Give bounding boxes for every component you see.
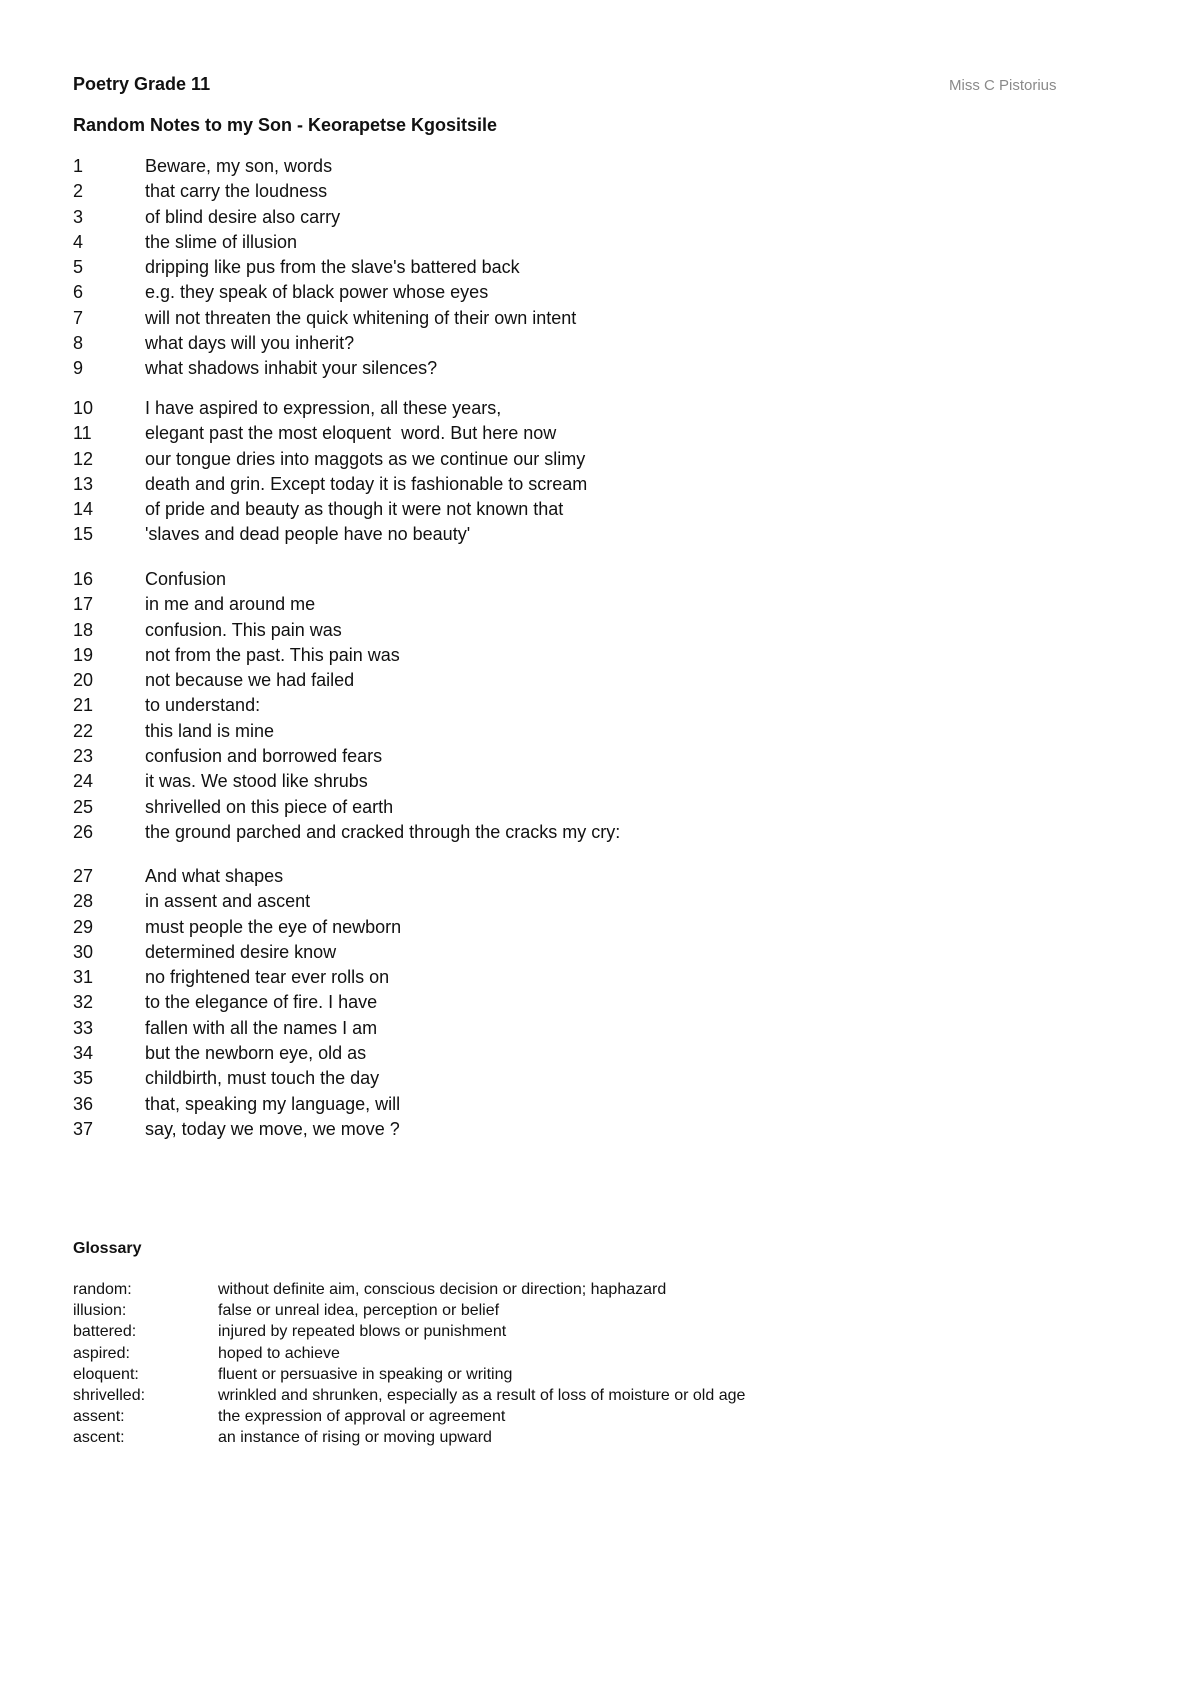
poem-line [73, 331, 576, 356]
line-text: determined desire know [145, 941, 337, 962]
line-number: 9 [73, 358, 84, 379]
line-text: fallen with all the names I am [145, 1017, 378, 1038]
line-number: 27 [73, 866, 94, 886]
line-text: this land is mine [145, 720, 275, 741]
line-number: 33 [73, 1017, 94, 1038]
glossary-term: ascent: [73, 1429, 125, 1447]
poem-line [73, 1041, 401, 1066]
glossary-term: battered: [73, 1323, 137, 1341]
line-text: And what shapes [145, 866, 284, 886]
line-text: no frightened tear ever rolls on [145, 967, 390, 988]
poem-line [73, 965, 401, 990]
poem-line [73, 719, 620, 744]
line-number: 31 [73, 967, 94, 988]
line-number: 11 [73, 423, 92, 444]
poem-line [73, 1092, 401, 1117]
line-text: to understand: [145, 695, 261, 716]
line-text: Beware, my son, words [145, 156, 333, 176]
glossary-term: assent: [73, 1408, 125, 1426]
line-number: 5 [73, 257, 84, 278]
glossary-definition: false or unreal idea, perception or belief [218, 1302, 500, 1320]
poem-line [73, 795, 620, 820]
poem-line [73, 447, 587, 472]
glossary-term: aspired: [73, 1344, 130, 1362]
poem-line [73, 255, 576, 280]
poem-line [73, 1016, 401, 1041]
poem-stanza-3 [73, 567, 620, 845]
line-number: 29 [73, 916, 94, 937]
poem-line [73, 769, 620, 794]
line-text: 'slaves and dead people have no beauty' [145, 524, 471, 545]
line-number: 26 [73, 821, 94, 842]
line-number: 37 [73, 1118, 94, 1139]
line-text: childbirth, must touch the day [145, 1068, 380, 1089]
line-text: I have aspired to expression, all these years, [145, 398, 502, 418]
glossary-entry [73, 1300, 745, 1321]
poem-line [73, 472, 587, 497]
line-text: of blind desire also carry [145, 206, 341, 227]
glossary-definition: fluent or persuasive in speaking or writing [218, 1365, 513, 1383]
glossary-entry [73, 1343, 745, 1364]
line-number: 15 [73, 524, 94, 545]
line-text: death and grin. Except today it is fashionable to scream [145, 473, 588, 494]
glossary-definition: the expression of approval or agreement [218, 1408, 506, 1426]
line-number: 34 [73, 1043, 94, 1064]
line-text: what days will you inherit? [145, 333, 355, 354]
poem-line [73, 280, 576, 305]
line-number: 25 [73, 796, 94, 817]
line-text: must people the eye of newborn [145, 916, 402, 937]
line-number: 13 [73, 473, 94, 494]
glossary-entry [73, 1385, 745, 1406]
line-text: our tongue dries into maggots as we continue our slimy [145, 448, 586, 469]
poem-line [73, 820, 620, 845]
line-text: the ground parched and cracked through the cracks my cry: [145, 821, 621, 842]
line-number: 32 [73, 992, 94, 1013]
line-text: shrivelled on this piece of earth [145, 796, 394, 817]
poem-stanza-1 [73, 154, 576, 382]
glossary-entry [73, 1364, 745, 1385]
line-text: of pride and beauty as though it were not known that [145, 499, 564, 520]
line-number: 36 [73, 1093, 94, 1114]
poem-line [73, 567, 620, 592]
course-title: Poetry Grade 11 [73, 74, 211, 94]
glossary-heading: Glossary [73, 1240, 142, 1257]
glossary-definition: without definite aim, conscious decision or direction; haphazard [218, 1281, 667, 1298]
poem-line [73, 421, 587, 446]
poem-line [73, 668, 620, 693]
line-number: 12 [73, 448, 94, 469]
poem-line [73, 915, 401, 940]
glossary-term: illusion: [73, 1302, 127, 1320]
line-number: 30 [73, 941, 94, 962]
line-text: in assent and ascent [145, 891, 311, 912]
line-text: say, today we move, we move ? [145, 1118, 400, 1139]
line-number: 1 [73, 156, 84, 176]
line-number: 35 [73, 1068, 94, 1089]
poem-line [73, 396, 587, 421]
poem-line [73, 356, 576, 381]
line-number: 22 [73, 720, 94, 741]
line-text: elegant past the most eloquent word. But here now [145, 423, 557, 444]
line-number: 7 [73, 307, 84, 328]
poem-line [73, 154, 576, 179]
glossary-definition: an instance of rising or moving upward [218, 1429, 492, 1447]
poem-line [73, 744, 620, 769]
glossary-entry [73, 1279, 745, 1300]
line-text: e.g. they speak of black power whose eyes [145, 282, 489, 303]
poem-line [73, 889, 401, 914]
line-text: confusion and borrowed fears [145, 746, 383, 767]
line-number: 8 [73, 333, 84, 354]
line-number: 3 [73, 206, 84, 227]
poem-line [73, 643, 620, 668]
line-number: 24 [73, 771, 94, 792]
line-text: the slime of illusion [145, 231, 298, 252]
teacher-name: Miss C Pistorius [949, 77, 1057, 94]
line-number: 6 [73, 282, 84, 303]
poem-line [73, 618, 620, 643]
poem-line [73, 864, 401, 889]
glossary-term: random: [73, 1281, 132, 1298]
poem-line [73, 522, 587, 547]
line-number: 21 [73, 695, 94, 716]
poem-stanza-2 [73, 396, 587, 548]
line-text: to the elegance of fire. I have [145, 992, 378, 1013]
line-text: not from the past. This pain was [145, 644, 400, 665]
poem-line [73, 497, 587, 522]
glossary-definition: wrinkled and shrunken, especially as a result of loss of moisture or old age [218, 1386, 746, 1404]
glossary-list [73, 1279, 745, 1449]
line-number: 14 [73, 499, 94, 520]
poem-line [73, 230, 576, 255]
line-number: 17 [73, 594, 94, 615]
line-number: 18 [73, 619, 94, 640]
poem-line [73, 205, 576, 230]
line-number: 4 [73, 231, 84, 252]
line-number: 16 [73, 569, 94, 589]
poem-stanza-4 [73, 864, 401, 1142]
line-text: dripping like pus from the slave's battered back [145, 257, 520, 278]
line-number: 23 [73, 746, 94, 767]
line-number: 20 [73, 670, 94, 691]
glossary-definition: hoped to achieve [218, 1344, 340, 1362]
line-number: 19 [73, 644, 94, 665]
glossary-entry [73, 1321, 745, 1342]
poem-line [73, 179, 576, 204]
poem-line [73, 693, 620, 718]
glossary-entry [73, 1427, 745, 1448]
poem-line [73, 940, 401, 965]
glossary-term: eloquent: [73, 1365, 139, 1383]
line-text: will not threaten the quick whitening of their own intent [145, 307, 577, 328]
line-text: it was. We stood like shrubs [145, 771, 368, 792]
line-text: but the newborn eye, old as [145, 1043, 367, 1064]
line-number: 28 [73, 891, 94, 912]
glossary-entry [73, 1406, 745, 1427]
poem-line [73, 1117, 401, 1142]
poem-line [73, 990, 401, 1015]
poem-title: Random Notes to my Son - Keorapetse Kgositsile [73, 115, 498, 135]
poem-line [73, 306, 576, 331]
line-text: that carry the loudness [145, 181, 328, 202]
line-number: 10 [73, 398, 94, 418]
line-text: not because we had failed [145, 670, 355, 691]
line-number: 2 [73, 181, 84, 202]
line-text: in me and around me [145, 594, 316, 615]
glossary-definition: injured by repeated blows or punishment [218, 1323, 507, 1341]
poem-line [73, 592, 620, 617]
line-text: what shadows inhabit your silences? [145, 358, 438, 379]
line-text: confusion. This pain was [145, 619, 342, 640]
glossary-term: shrivelled: [73, 1386, 146, 1404]
poem-line [73, 1066, 401, 1091]
line-text: that, speaking my language, will [145, 1093, 401, 1114]
line-text: Confusion [145, 569, 227, 589]
